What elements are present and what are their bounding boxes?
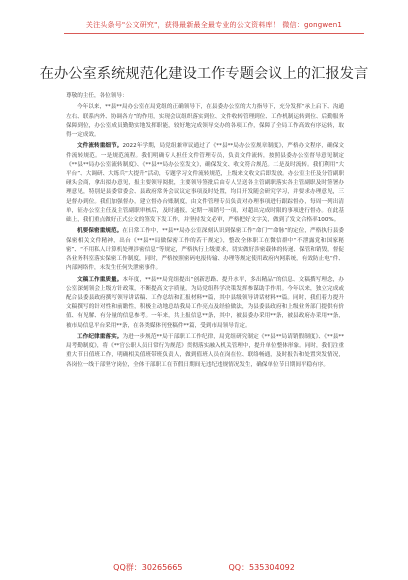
banner-text: 关注头条号"公文研究"，获得最新最全最专业的公文资料库！ 微信：gongwen1 [85,21,343,29]
paragraph-text: 今年以来，**县**局办公室在局党组的正确领导下，在县委办公室的大力指导下，充分发挥“承上启下、沟通左右、联系内外、协调各方”的作用，实现会议组织落实到位、文件收转管理到位、工作机制运转到位、后勤服务保障到位，办公室成员勤勤实地发挥职能，较好地完成领导交办的各项工作，保障了全局工作高效有序运转，取得一定成效。 [66,104,344,138]
footer-contacts [0,562,408,576]
paragraph-lead: 工作纪律重落实。 [77,334,123,341]
document-title: 在办公室系统规范化建设工作专题会议上的汇报发言 [39,66,369,82]
top-banner [0,0,408,44]
paragraph-intro [66,103,344,140]
paragraph-lead: 文稿工作重质量。 [77,276,123,283]
paragraph-document-flow [66,142,344,225]
paragraph-text: 2022年学期，局党组兼审议通过了《**县**局办公室规章制度》，严格办文程序，确保文件流转规范。一是规范流程。我们明确专人担任文件管理专员，负责文件流转，按照县委办公室督导意见制定《**县**局办公室流转制度》、《**县**局办公室发文》，确保发文、收文符合规范。二是及时流转。我们利用“大平台”、大调研、大练兵“大提升”活动，专题学习文件流转规范，上级来文收文后即发放。办公室主任及分管副职碰头会商，拿出拟办意见，报主要领导阅批，主要领导签批后由专人呈送各主管副职落实各主管副职及时签署办理意见，特别是县委常委会、县政府常务会议议定事项及时处置，均目开发随会研究学习，并要求办理意见，三是督办到位。我们加强督办，建立督办台账制度，由文件管理专员负责对办理事项进行跟踪督办，每周一列出清单，征办公室主任及主管副职审核后，及时通报，定期一项销号一项，对超出完成时限的事项进行督办。在此基础上，我们重点做好正式公文的签发下发工作，并坚持发文必审，严格把好文字关，做到了发文合格率100%。 [66,143,344,224]
footer-qq: QQ：535304092 [228,563,295,572]
document-body [66,92,344,372]
paragraph-text: 在日常工作中，**县**局办公室深刻认识到保密工作“命门”“命脉”的定位，严格执行县委保密相关文件精神，出台《**县**局做保密工作的若干规定》，整改全体职工在微信群中“不泄露党和国家秘密”、“不用私人计算机处理涉密信息”等规定，严格执行上级要求，切实做好涉密载体的传递、保管和销毁，督促各业务科室落实保密工作制度，同时，严格按照密码电报传输、办理等规定使用政府内网系统，有效防止电“件、内部网络件，未发生任何失泄密事件。 [66,228,344,272]
paragraph-lead: 机要保密重规范。 [77,228,123,235]
banner-underline [64,33,364,34]
paragraph-lead: 文件流转重细节。 [77,143,123,150]
paragraph-work-discipline [66,333,344,370]
paragraph-confidentiality [66,227,344,273]
footer-qq-group: QQ群：30265665 [113,563,183,572]
paragraph-text: 本年度，**县**局党组提出“创新思路、提升水平，多出精品”的信息、文稿撰写理念，办公室深刻领会上级方针政策，不断提高文字质量，为局党组科学决策发挥参谋助手作用。今年以来，独立完成或配合县委县政府撰写领导讲话稿、工作总结和汇报材料**篇，其中县级领导讲话材料**篇。同时，我们着力提升文稿撰写的针对性和前瞻性，积极主动地总结我局工作亮点及经验做法，为县委县政府和上级业务部门提供有价值、有见解、有分量的信息参考。一年来，共上报信息**条，其中，被县委办采用**条，被县政府办采用**条，被市局信息平台采用**条，在各类媒体刊登稿件**篇，受到市局领导肯定。 [66,276,344,329]
paragraph-text: 为进一步规范**局干部职工工作纪律，局党组研究制定《**县**局请销假制度》、《**县**局考勤制度》，将《**官公职人员日常行为规范》贯彻落实融入机关管理中，提升单位整体形象。同时，我们注重重大节日值班工作，明确相关值班带班负责人，做到值班人员在岗在位、联络畅通，及时报告和处置突发情况，各岗位一线干部坚守岗位，全体干部职工在节假日期间无违纪违规情况发生，确保单位节日期间平稳有序。 [66,334,344,368]
paragraph-writing-quality [66,276,344,331]
greeting: 尊敬的主任，各位领导： [66,93,128,99]
